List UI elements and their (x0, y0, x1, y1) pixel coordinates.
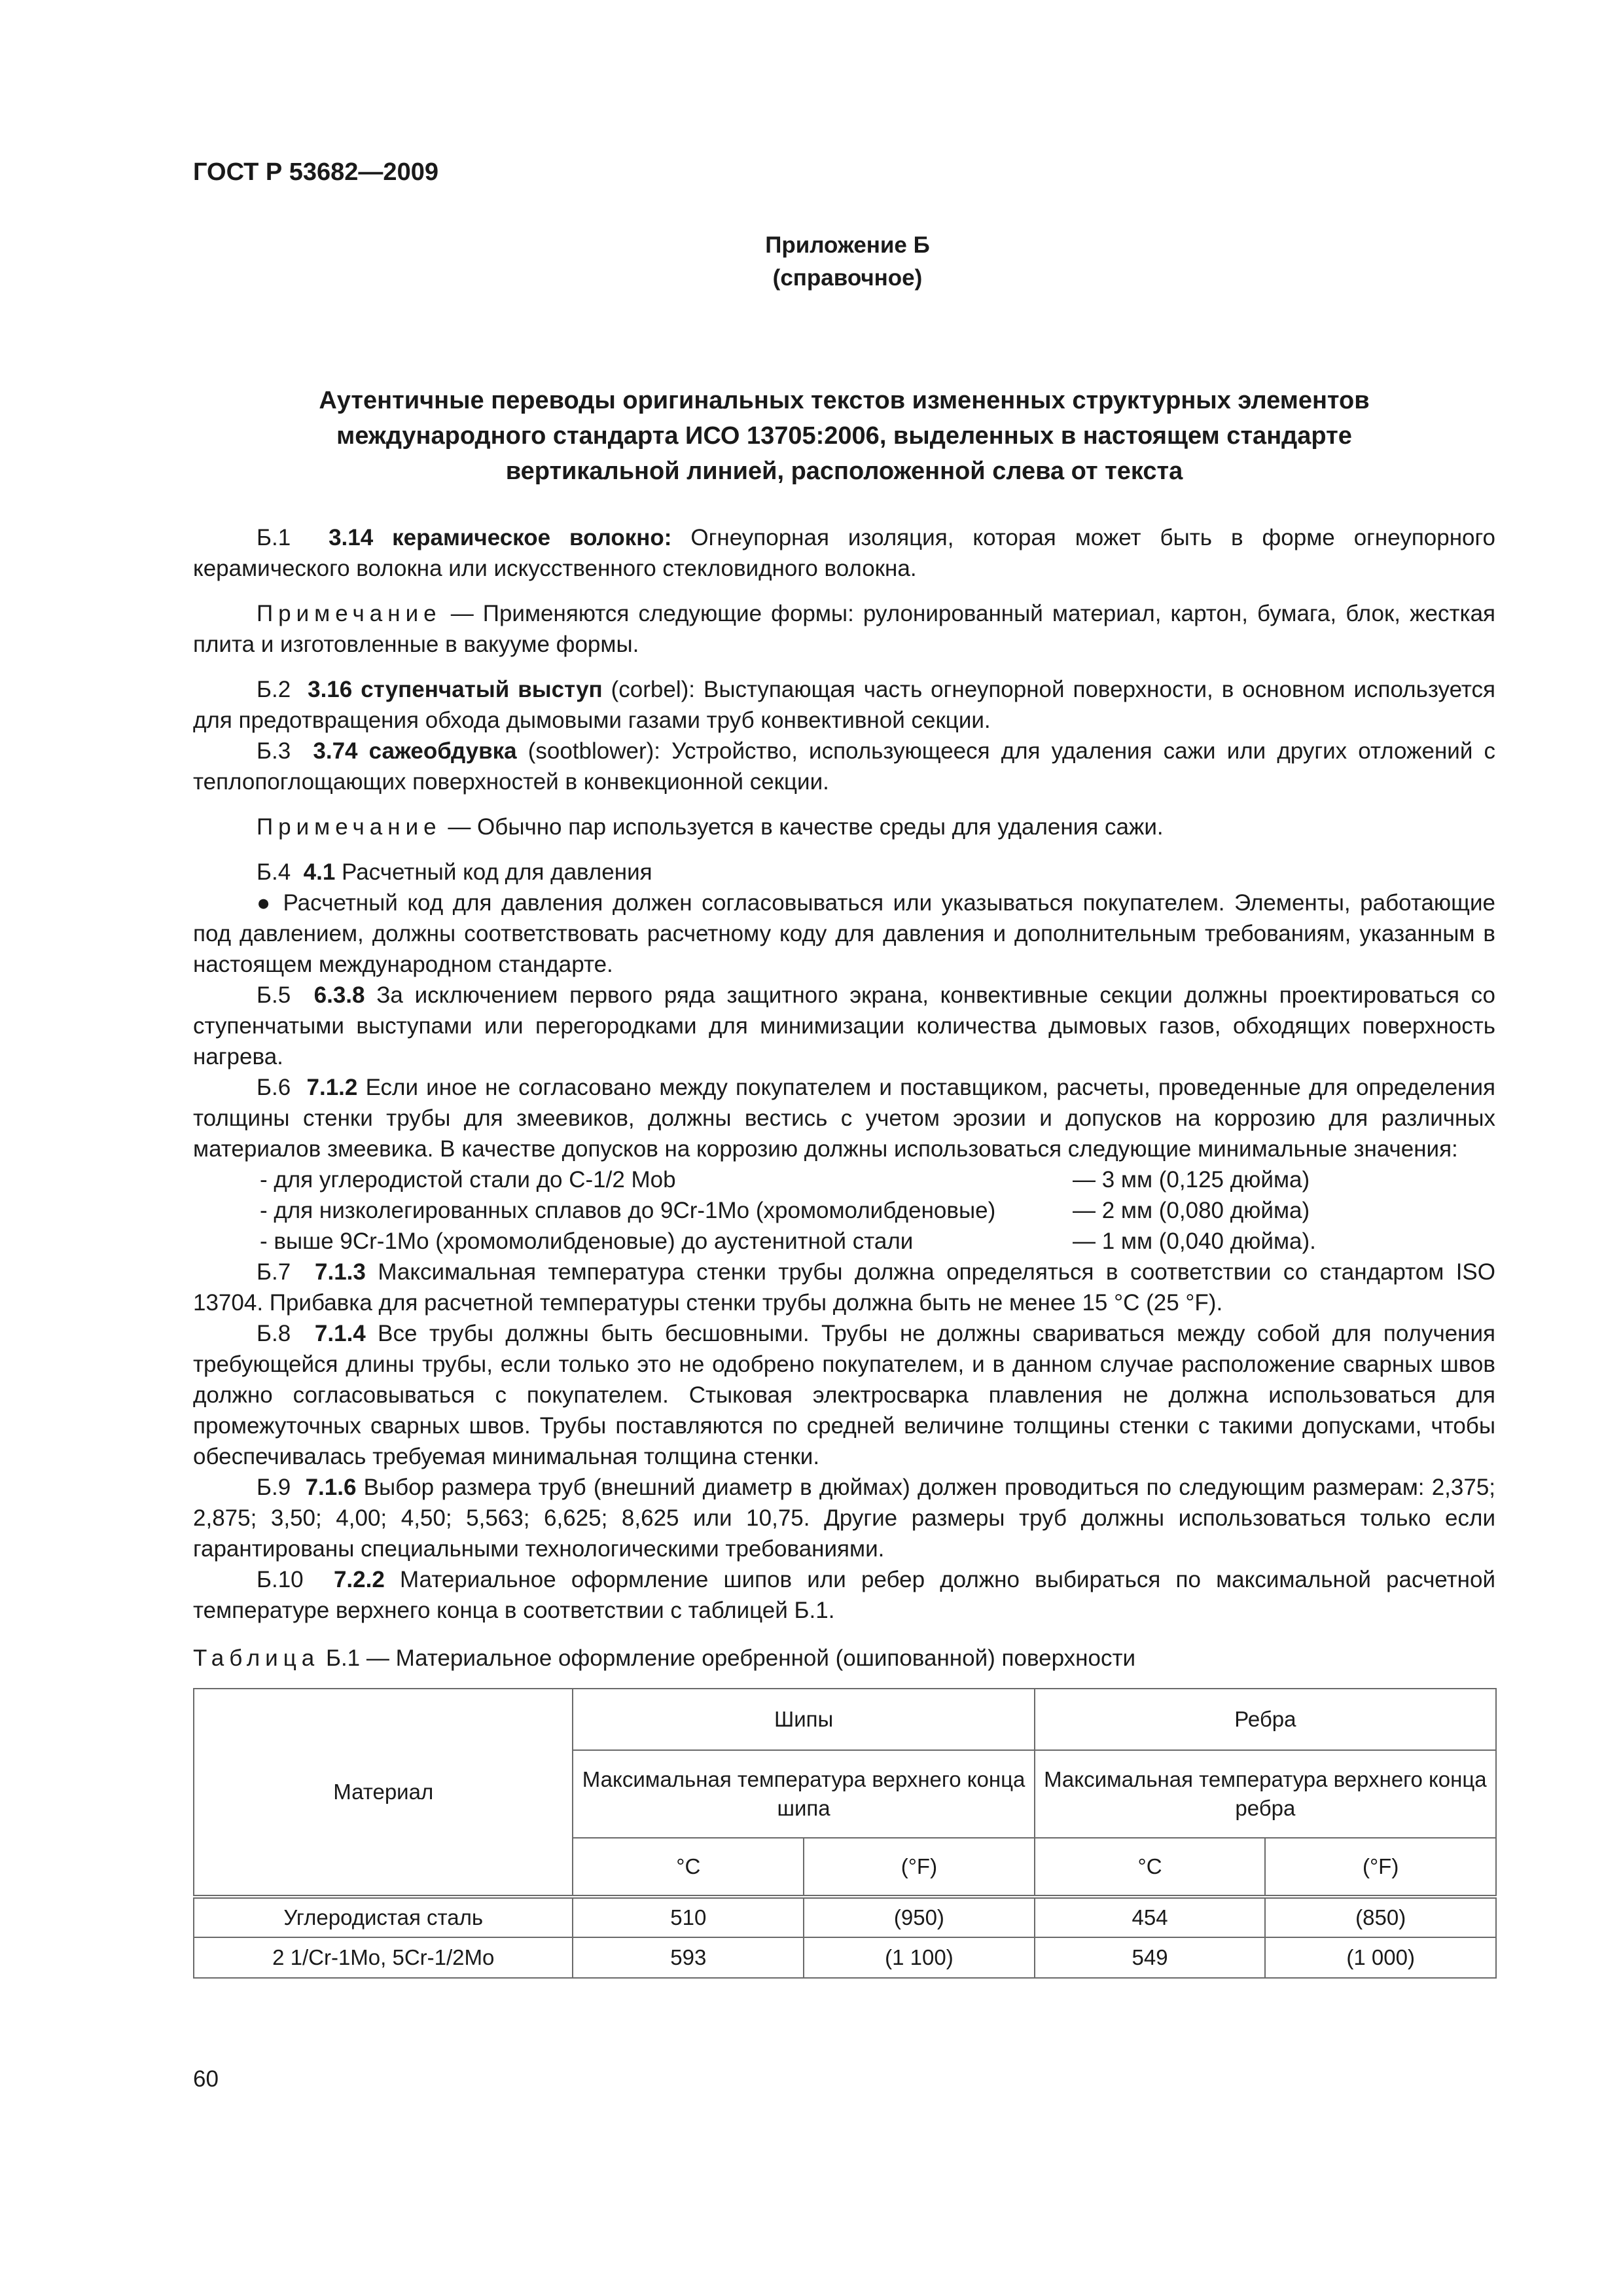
cell-fins-c: 454 (1035, 1897, 1266, 1937)
section-number: Б.2 (257, 677, 291, 702)
corrosion-allowance-list (193, 1164, 1495, 1257)
clause-ref: 7.2.2 (333, 1567, 385, 1592)
table-header-row (194, 1689, 1496, 1750)
materials-table (193, 1688, 1497, 1979)
appendix-main-title (193, 383, 1495, 489)
note-text: — Применяются следующие формы: рулонированный материал, картон, бумага, блок, жесткая плита и изготовленные в вакууме формы. (193, 601, 1496, 657)
cell-fins-f: (850) (1265, 1897, 1496, 1937)
cell-studs-f: (1 100) (804, 1937, 1035, 1978)
note-2 (193, 812, 1495, 842)
section-number: Б.7 (257, 1259, 291, 1285)
title-line-2: международного стандарта ИСО 13705:2006, выделенных в настоящем стандарте (336, 422, 1352, 450)
section-text: Если иное не согласовано между покупателем и поставщиком, расчеты, проведенные для определения толщины стенки трубы для змеевиков, должны вестись с учетом эрозии и допусков на коррозию для различных материалов змеевика. В качестве допусков на коррозию должны использоваться следующие минимальные значения: (193, 1075, 1495, 1162)
header-unit-c: °С (1035, 1838, 1266, 1897)
cell-material: Углеродистая сталь (194, 1897, 573, 1937)
table-caption (193, 1643, 1495, 1674)
note-label: Примечание (257, 601, 442, 626)
appendix-heading (0, 229, 1623, 295)
section-number: Б.9 (257, 1475, 291, 1500)
section-text: (corbel): Выступающая часть огнеупорной поверхности, в основном используется для предотвращения обхода дымовыми газами труб конвективной секции. (193, 677, 1495, 733)
note-text: — Обычно пар используется в качестве среды для удаления сажи. (448, 814, 1164, 840)
document-body (193, 522, 1495, 1979)
title-line-1: Аутентичные переводы оригинальных текстов измененных структурных элементов (319, 387, 1370, 414)
page-number: 60 (193, 2066, 219, 2092)
table-caption-text: Б.1 — Материальное оформление оребренной (ошипованной) поверхности (325, 1645, 1136, 1671)
list-item (193, 1226, 1495, 1257)
cell-studs-c: 510 (573, 1897, 804, 1937)
header-unit-c: °С (573, 1838, 804, 1897)
section-b10 (193, 1564, 1495, 1626)
clause-ref: 7.1.4 (314, 1321, 366, 1346)
section-b4 (193, 857, 1495, 888)
term: сажеобдувка (368, 738, 517, 764)
section-number: Б.1 (257, 525, 291, 550)
header-unit-f: (°F) (804, 1838, 1035, 1897)
section-b2 (193, 674, 1495, 736)
list-item (193, 1195, 1495, 1226)
section-b1 (193, 522, 1495, 584)
list-item-value: — 3 мм (0,125 дюйма) (1073, 1167, 1310, 1193)
section-text: Расчетный код для давления (342, 859, 652, 885)
header-studs: Шипы (573, 1689, 1034, 1750)
table-row (194, 1937, 1496, 1978)
section-b6 (193, 1072, 1495, 1164)
document-code: ГОСТ Р 53682—2009 (193, 158, 438, 186)
section-b3 (193, 736, 1495, 797)
clause-ref: 6.3.8 (313, 982, 365, 1008)
section-text: Огнеупорная изоляция, которая может быть в форме огнеупорного керамического волокна или искусственного стекловидного волокна. (193, 525, 1495, 581)
section-text: Расчетный код для давления должен согласовываться или указываться покупателем. Элементы, работающие под давлением, должны соответствовать расчетному коду для давления и дополнительным требованиям, указанным в настоящем международном стандарте. (193, 890, 1495, 977)
note-1 (193, 598, 1495, 660)
header-fins: Ребра (1035, 1689, 1496, 1750)
appendix-subtitle: (справочное) (772, 265, 923, 291)
list-item-value: — 2 мм (0,080 дюйма) (1073, 1198, 1310, 1223)
cell-material: 2 1/Cr-1Mo, 5Cr-1/2Mo (194, 1937, 573, 1978)
section-text: Выбор размера труб (внешний диаметр в дюймах) должен проводиться по следующим размерам: 2,375; 2,875; 3,50; 4,00; 4,50; 5,563; 6,625; 8,625 или 10,75. Другие размеры труб должны использоваться только если гарантированы специальными технологическими требованиями. (193, 1475, 1496, 1562)
section-number: Б.3 (257, 738, 291, 764)
section-text: Материальное оформление шипов или ребер должно выбираться по максимальной расчетной температуре верхнего конца в соответствии с таблицей Б.1. (193, 1567, 1495, 1623)
section-number: Б.8 (257, 1321, 291, 1346)
section-text: (sootblower): Устройство, использующееся для удаления сажи или других отложений с теплопоглощающих поверхностей в конвекционной секции. (193, 738, 1496, 795)
clause-ref: 3.16 (308, 677, 353, 702)
clause-ref: 3.74 (313, 738, 358, 764)
clause-ref: 3.14 (329, 525, 374, 550)
cell-fins-c: 549 (1035, 1937, 1266, 1978)
section-number: Б.4 (257, 859, 291, 885)
clause-ref: 7.1.6 (305, 1475, 357, 1500)
header-fins-temp: Максимальная температура верхнего конца ребра (1035, 1750, 1496, 1838)
cell-fins-f: (1 000) (1265, 1937, 1496, 1978)
section-b7 (193, 1257, 1495, 1318)
note-label: Примечание (257, 814, 442, 840)
section-number: Б.6 (257, 1075, 291, 1100)
cell-studs-c: 593 (573, 1937, 804, 1978)
header-material: Материал (194, 1689, 573, 1897)
table-row (194, 1897, 1496, 1937)
header-studs-temp: Максимальная температура верхнего конца шипа (573, 1750, 1034, 1838)
table-caption-label: Таблица (193, 1645, 320, 1671)
appendix-title: Приложение Б (765, 232, 930, 258)
clause-ref: 7.1.3 (315, 1259, 366, 1285)
bullet-icon: ● (257, 890, 274, 916)
list-item-material: - выше 9Cr-1Mo (хромомолибденовые) до аустенитной стали (260, 1229, 914, 1254)
cell-studs-f: (950) (804, 1897, 1035, 1937)
list-item-value: — 1 мм (0,040 дюйма). (1073, 1229, 1316, 1254)
clause-ref: 4.1 (303, 859, 336, 885)
title-line-3: вертикальной линией, расположенной слева от текста (505, 457, 1183, 485)
clause-ref: 7.1.2 (306, 1075, 358, 1100)
section-number: Б.10 (257, 1567, 304, 1592)
section-text: Максимальная температура стенки трубы должна определяться в соответствии со стандартом ISO 13704. Прибавка для расчетной температуры стенки трубы должна быть не менее 15 °С (25 °F). (193, 1259, 1495, 1316)
section-text: За исключением первого ряда защитного экрана, конвективные секции должны проектироваться со ступенчатыми выступами или перегородками для минимизации количества дымовых газов, обходящих поверхность нагрева. (193, 982, 1495, 1069)
section-b8 (193, 1318, 1495, 1472)
section-number: Б.5 (257, 982, 291, 1008)
section-b5 (193, 980, 1495, 1072)
section-b4-bullet (193, 888, 1495, 980)
header-unit-f: (°F) (1265, 1838, 1496, 1897)
section-text: Все трубы должны быть бесшовными. Трубы не должны свариваться между собой для получения требующейся длины трубы, если только это не одобрено покупателем, и в данном случае расположение сварных швов должно согласовываться с покупателем. Стыковая электросварка плавления не должна использоваться для промежуточных сварных швов. Трубы поставляются по средней величине толщины стенки с такими допусками, чтобы обеспечивалась требуемая минимальная толщина стенки. (193, 1321, 1495, 1469)
list-item (193, 1164, 1495, 1195)
list-item-material: - для низколегированных сплавов до 9Cr-1Mo (хромомолибденовые) (260, 1198, 996, 1223)
list-item-material: - для углеродистой стали до С-1/2 Mob (260, 1167, 676, 1193)
term: ступенчатый выступ (361, 677, 603, 702)
term: керамическое волокно: (392, 525, 672, 550)
section-b9 (193, 1472, 1495, 1564)
